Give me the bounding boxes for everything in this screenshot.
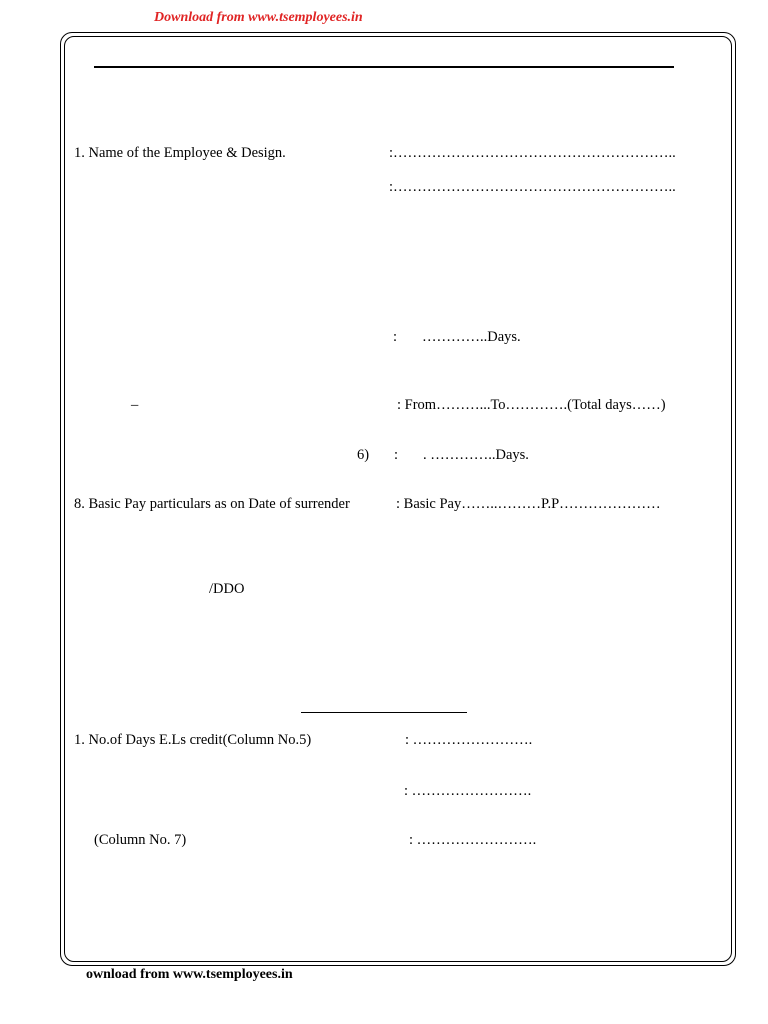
title-underline: [94, 66, 674, 68]
download-link-header[interactable]: Download from www.tsemployees.in: [154, 10, 363, 25]
basic-pay-label: 8. Basic Pay particulars as on Date of surrender: [74, 496, 350, 512]
section-heading-underline: [301, 712, 467, 713]
column-7-field[interactable]: : …………………….: [409, 832, 537, 848]
days-field[interactable]: …………..Days.: [422, 329, 521, 345]
days-colon: :: [393, 329, 398, 345]
item-6-days-field[interactable]: . …………..Days.: [423, 447, 529, 463]
employee-name-field[interactable]: :…………………………………………………..: [389, 145, 676, 161]
item-6-colon: :: [394, 447, 399, 463]
item-2-field[interactable]: : …………………….: [404, 783, 532, 799]
download-link-footer[interactable]: ownload from www.tsemployees.in: [86, 967, 293, 982]
designation-field[interactable]: :…………………………………………………..: [389, 179, 676, 195]
el-credit-label: 1. No.of Days E.Ls credit(Column No.5): [74, 732, 312, 748]
el-credit-field[interactable]: : …………………….: [405, 732, 533, 748]
item-6-label: 6): [357, 447, 370, 463]
period-dash: –: [131, 397, 139, 413]
ddo-label: /DDO: [209, 581, 245, 597]
column-7-label: (Column No. 7): [94, 832, 187, 848]
basic-pay-field[interactable]: : Basic Pay……..………P.P…………………: [396, 496, 661, 512]
employee-name-label: 1. Name of the Employee & Design.: [74, 145, 286, 161]
period-field[interactable]: : From………...To………….(Total days……): [397, 397, 666, 413]
